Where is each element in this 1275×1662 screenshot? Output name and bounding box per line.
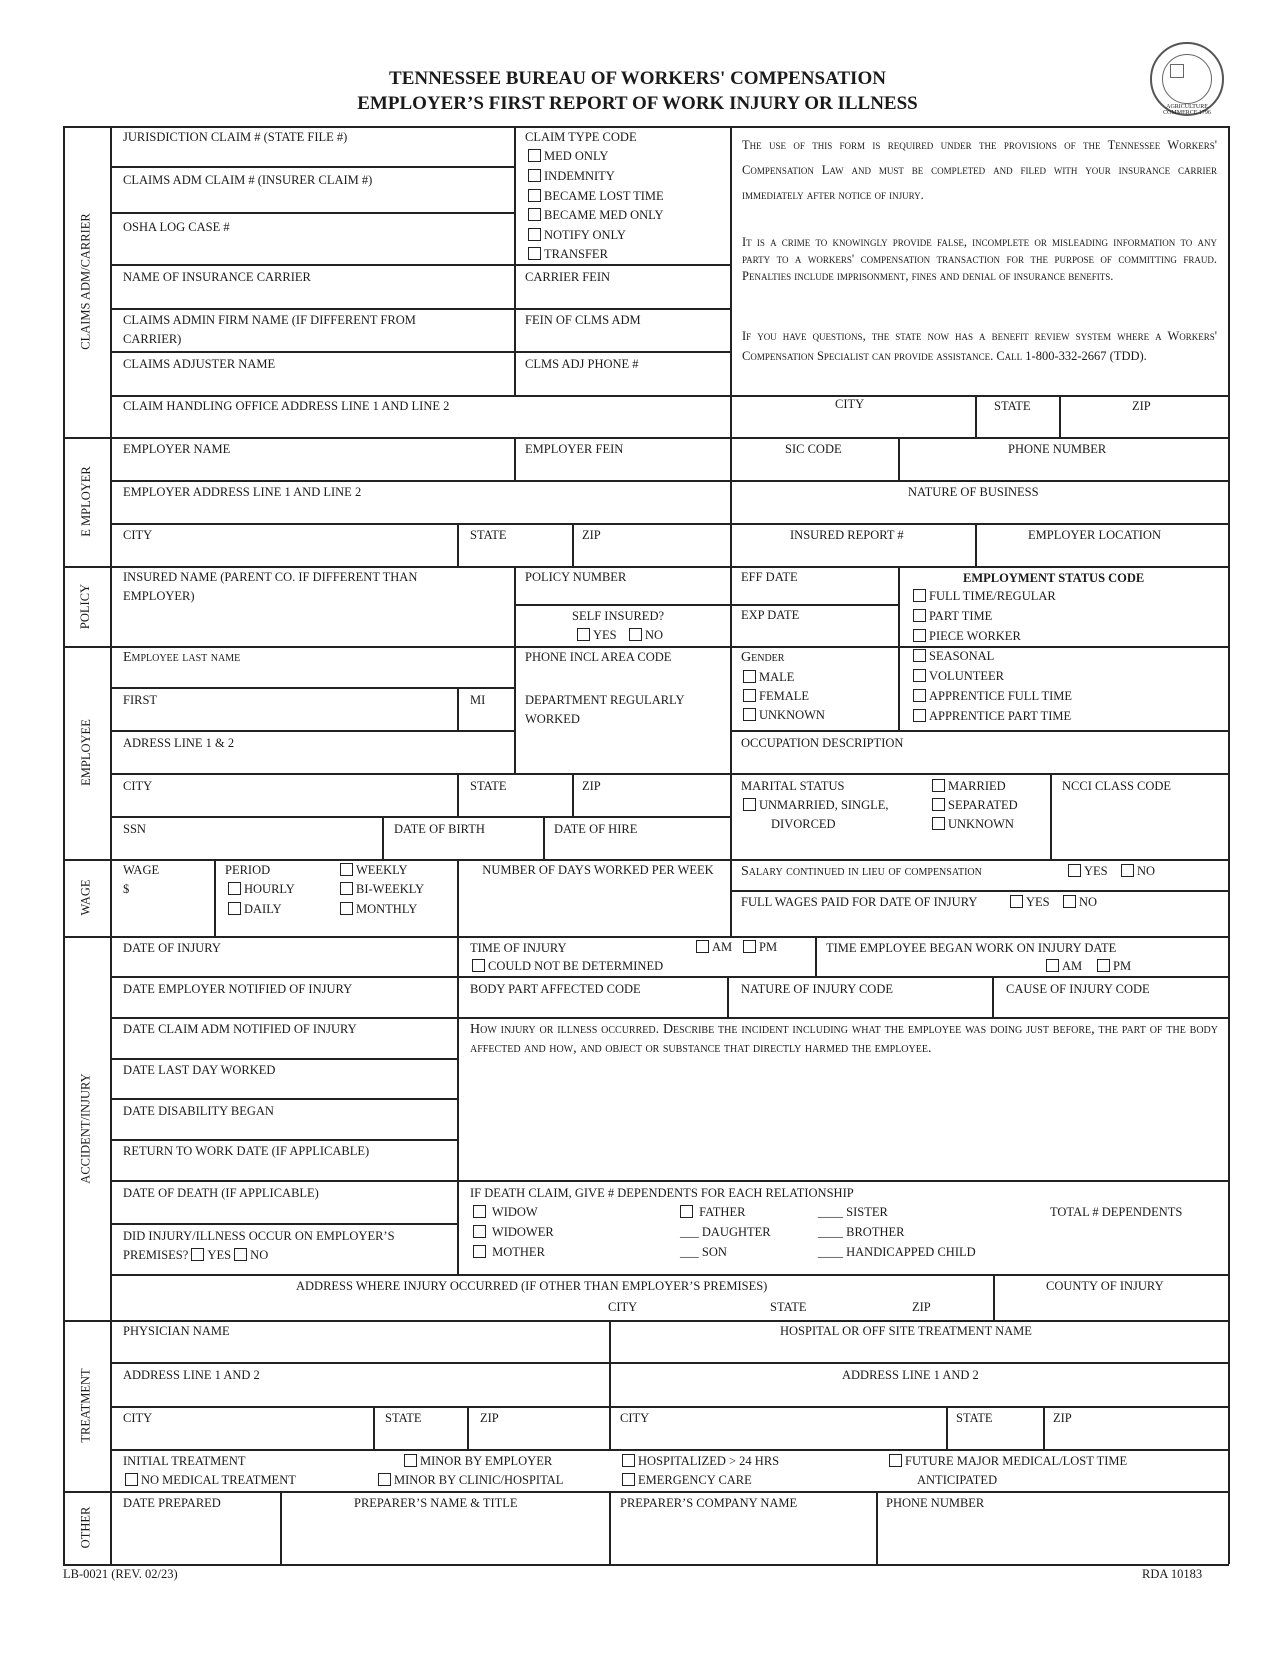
employee-phone-label: PHONE INCL AREA CODE <box>525 650 672 664</box>
salary-continued-label: Salary continued in lieu of compensation <box>741 864 982 879</box>
checkbox <box>528 169 541 182</box>
date-prepared-label: DATE PREPARED <box>123 1496 221 1510</box>
time-began-pm[interactable]: PM <box>1097 957 1131 976</box>
treatment-emergency[interactable]: EMERGENCY CARE <box>622 1471 752 1490</box>
treatment-minor-employer[interactable]: MINOR BY EMPLOYER <box>404 1452 552 1471</box>
state-seal: AGRICULTURE COMMERCE 1796 <box>1150 42 1224 116</box>
preparer-phone-label: PHONE NUMBER <box>886 1496 985 1510</box>
treatment-minor-clinic[interactable]: MINOR BY CLINIC/HOSPITAL <box>378 1471 563 1490</box>
employer-phone-label: PHONE NUMBER <box>1008 442 1107 456</box>
checkbox <box>528 149 541 162</box>
fein-clms-adm-label: FEIN OF CLMS ADM <box>525 313 641 327</box>
date-notified-label: DATE EMPLOYER NOTIFIED OF INJURY <box>123 982 353 996</box>
employer-state-label: STATE <box>470 528 507 542</box>
employer-address-label: EMPLOYER ADDRESS LINE 1 AND LINE 2 <box>123 485 362 499</box>
wage-label: WAGE <box>123 863 160 877</box>
hospital-zip-label: ZIP <box>1053 1411 1072 1425</box>
dep-handicapped: ____ HANDICAPPED CHILD <box>818 1245 976 1259</box>
claims-adm-claim-label: CLAIMS ADM CLAIM # (INSURER CLAIM #) <box>123 173 373 187</box>
checkbox <box>913 629 926 642</box>
eff-date-label: EFF DATE <box>741 570 798 584</box>
checkbox <box>743 670 756 683</box>
body-part-label: BODY PART AFFECTED CODE <box>470 982 641 996</box>
checkbox <box>743 708 756 721</box>
checkbox <box>340 863 353 876</box>
dep-mother[interactable]: MOTHER <box>473 1243 545 1262</box>
self-insured-no[interactable]: NO <box>629 626 663 645</box>
injury-address-label: ADDRESS WHERE INJURY OCCURRED (IF OTHER THAN EMPLOYER’S PREMISES) <box>296 1279 768 1293</box>
disability-label: DATE DISABILITY BEGAN <box>123 1104 274 1118</box>
marital-status-label: MARITAL STATUS <box>741 779 845 793</box>
employment-status-option[interactable]: FULL TIME/REGULAR <box>913 587 1056 606</box>
employment-status-option[interactable]: VOLUNTEER <box>913 667 1004 686</box>
checkbox <box>473 1205 486 1218</box>
osha-log-label: OSHA LOG CASE # <box>123 220 230 234</box>
employer-name-label: EMPLOYER NAME <box>123 442 231 456</box>
checkbox <box>473 1225 486 1238</box>
last-day-label: DATE LAST DAY WORKED <box>123 1063 276 1077</box>
claim-type-option[interactable]: BECAME LOST TIME <box>528 187 664 206</box>
claim-type-code-title: CLAIM TYPE CODE <box>525 130 637 144</box>
employment-status-title: EMPLOYMENT STATUS CODE <box>963 571 1145 585</box>
checkbox <box>577 628 590 641</box>
rda-number: RDA 10183 <box>1142 1567 1203 1581</box>
employer-city-label: CITY <box>123 528 153 542</box>
insured-report-label: INSURED REPORT # <box>790 528 904 542</box>
how-injury-label: How injury or illness occurred. Describe the incident including what the employee was doing just before, the part of the body affected and how, and object or substance that directly harmed the employee. <box>470 1022 1218 1056</box>
preparer-company-label: PREPARER’S COMPANY NAME <box>620 1496 798 1510</box>
form-title: TENNESSEE BUREAU OF WORKERS' COMPENSATION <box>389 68 886 89</box>
section-claims: CLAIMS ADM/CARRIER <box>78 213 93 350</box>
checkbox <box>622 1454 635 1467</box>
notice-questions: If you have questions, the state now has a benefit review system where a Workers' Compensation Specialist can provide assistance. Call 1-800-332-2667 (TDD). <box>742 329 1217 363</box>
occupation-label: OCCUPATION DESCRIPTION <box>741 736 904 750</box>
adjuster-name-label: CLAIMS ADJUSTER NAME <box>123 357 276 371</box>
rtw-label: RETURN TO WORK DATE (IF APPLICABLE) <box>123 1144 370 1158</box>
employment-status-option[interactable]: PART TIME <box>913 607 992 626</box>
time-injury-label: TIME OF INJURY <box>470 941 567 955</box>
checkbox <box>528 208 541 221</box>
checkbox <box>743 798 756 811</box>
checkbox <box>913 609 926 622</box>
period-hourly[interactable]: HOURLY <box>228 880 295 899</box>
period-label: PERIOD <box>225 863 271 877</box>
time-began-label: TIME EMPLOYEE BEGAN WORK ON INJURY DATE <box>826 941 1117 955</box>
checkbox <box>404 1454 417 1467</box>
checkbox <box>528 247 541 260</box>
checkbox <box>528 189 541 202</box>
checkbox <box>340 902 353 915</box>
checkbox <box>528 228 541 241</box>
dep-father[interactable]: FATHER <box>680 1203 745 1222</box>
physician-zip-label: ZIP <box>480 1411 499 1425</box>
checkbox <box>913 589 926 602</box>
period-daily[interactable]: DAILY <box>228 900 282 919</box>
salary-continued-no[interactable]: NO <box>1121 862 1155 881</box>
checkbox <box>228 882 241 895</box>
checkbox <box>125 1473 138 1486</box>
total-dependents-label: TOTAL # DEPENDENTS <box>1050 1205 1183 1219</box>
checkbox <box>932 798 945 811</box>
county-injury-label: COUNTY OF INJURY <box>1046 1279 1164 1293</box>
section-accident: ACCIDENT/INJURY <box>78 1072 93 1184</box>
policy-number-label: POLICY NUMBER <box>525 570 627 584</box>
doh-label: DATE OF HIRE <box>554 822 638 836</box>
date-injury-label: DATE OF INJURY <box>123 941 221 955</box>
checkbox <box>1097 959 1110 972</box>
ncci-class-label: NCCI CLASS CODE <box>1062 779 1172 793</box>
checkbox <box>378 1473 391 1486</box>
checkbox <box>622 1473 635 1486</box>
adj-phone-label: CLMS ADJ PHONE # <box>525 357 639 371</box>
insurance-carrier-label: NAME OF INSURANCE CARRIER <box>123 270 311 284</box>
marital-unknown[interactable]: UNKNOWN <box>932 815 1014 834</box>
hospital-state-label: STATE <box>956 1411 993 1425</box>
checkbox <box>1010 895 1023 908</box>
employer-zip-label: ZIP <box>582 528 601 542</box>
admin-firm-label: CLAIMS ADMIN FIRM NAME (IF DIFFERENT FROM CARRIER) <box>123 313 416 346</box>
marital-unmarried[interactable]: UNMARRIED, SINGLE, <box>743 796 889 815</box>
employer-fein-label: EMPLOYER FEIN <box>525 442 624 456</box>
checkbox <box>932 817 945 830</box>
claim-type-option[interactable]: NOTIFY ONLY <box>528 226 626 245</box>
checkbox <box>680 1205 693 1218</box>
employee-state-label: STATE <box>470 779 507 793</box>
period-biweekly[interactable]: BI-WEEKLY <box>340 880 424 899</box>
claim-type-option[interactable]: BECAME MED ONLY <box>528 206 664 225</box>
cause-injury-label: CAUSE OF INJURY CODE <box>1006 982 1150 996</box>
ssn-label: SSN <box>123 822 146 836</box>
wage-dollar: $ <box>123 882 130 896</box>
section-other: OTHER <box>78 1506 93 1549</box>
employment-status-option[interactable]: APPRENTICE FULL TIME <box>913 687 1072 706</box>
claims-state-label: STATE <box>994 399 1031 413</box>
treatment-anticipated-label: ANTICIPATED <box>917 1473 998 1487</box>
injury-city-label: CITY <box>608 1300 638 1314</box>
days-worked-label: NUMBER OF DAYS WORKED PER WEEK <box>482 863 714 877</box>
full-wages-label: FULL WAGES PAID FOR DATE OF INJURY <box>741 895 978 909</box>
period-monthly[interactable]: MONTHLY <box>340 900 417 919</box>
checkbox <box>913 709 926 722</box>
injury-state-label: STATE <box>770 1300 807 1314</box>
gender-label: Gender <box>741 650 785 665</box>
checkbox[interactable] <box>234 1248 247 1261</box>
insured-name-label: INSURED NAME (PARENT CO. IF DIFFERENT THAN EMPLOYER) <box>123 570 418 603</box>
claim-type-option[interactable]: TRANSFER <box>528 245 608 264</box>
department-label: DEPARTMENT REGULARLY WORKED <box>525 693 685 726</box>
date-claim-adm-label: DATE CLAIM ADM NOTIFIED OF INJURY <box>123 1022 357 1036</box>
checkbox <box>1068 864 1081 877</box>
hospital-address-label: ADDRESS LINE 1 AND 2 <box>842 1368 979 1382</box>
marital-divorced-label: DIVORCED <box>771 817 836 831</box>
section-employee: EMPLOYEE <box>78 719 93 786</box>
dob-label: DATE OF BIRTH <box>394 822 485 836</box>
employee-address-label: ADRESS LINE 1 & 2 <box>123 736 235 750</box>
full-wages-yes[interactable]: YES <box>1010 893 1050 912</box>
employee-city-label: CITY <box>123 779 153 793</box>
full-wages-no[interactable]: NO <box>1063 893 1097 912</box>
claims-city-label: CITY <box>835 397 865 411</box>
section-treatment: TREATMENT <box>78 1368 93 1443</box>
self-insured-label: SELF INSURED? <box>572 609 665 623</box>
dependents-label: IF DEATH CLAIM, GIVE # DEPENDENTS FOR EACH RELATIONSHIP <box>470 1186 854 1200</box>
dep-widow[interactable]: WIDOW <box>473 1203 538 1222</box>
physician-city-label: CITY <box>123 1411 153 1425</box>
notice-fraud: It is a crime to knowingly provide false, incomplete or misleading information to any party to a workers' compensation transaction for the purpose of committing fraud. Penalties include imprisonment, fines and denial of insurance benefits. <box>742 235 1217 283</box>
employee-zip-label: ZIP <box>582 779 601 793</box>
checkbox <box>889 1454 902 1467</box>
notice-required: The use of this form is required under the provisions of the Tennessee Workers' Compensation Law and must be completed and filed with your insurance carrier immediately after notice of injury. <box>742 138 1217 202</box>
claim-type-option[interactable]: INDEMNITY <box>528 167 615 186</box>
office-address-label: CLAIM HANDLING OFFICE ADDRESS LINE 1 AND LINE 2 <box>123 399 450 413</box>
gender-unknown[interactable]: UNKNOWN <box>743 706 825 725</box>
form-number: LB-0021 (REV. 02/23) <box>63 1567 178 1581</box>
employee-first-label: FIRST <box>123 693 158 707</box>
checkbox <box>629 628 642 641</box>
hospital-name-label: HOSPITAL OR OFF SITE TREATMENT NAME <box>780 1324 1032 1338</box>
self-insured-yes[interactable]: YES <box>577 626 617 645</box>
hospital-city-label: CITY <box>620 1411 650 1425</box>
premises-label: DID INJURY/ILLNESS OCCUR ON EMPLOYER’S PREMISES? YES NO <box>123 1229 395 1262</box>
gender-female[interactable]: FEMALE <box>743 687 809 706</box>
claims-zip-label: ZIP <box>1132 399 1151 413</box>
date-death-label: DATE OF DEATH (IF APPLICABLE) <box>123 1186 319 1200</box>
employer-location-label: EMPLOYER LOCATION <box>1028 528 1161 542</box>
checkbox <box>1046 959 1059 972</box>
checkbox <box>913 669 926 682</box>
checkbox <box>743 940 756 953</box>
section-employer: E MPLOYER <box>78 466 93 537</box>
dep-son: ___ SON <box>680 1245 727 1259</box>
checkbox <box>472 959 485 972</box>
checkbox <box>228 902 241 915</box>
employment-status-option[interactable]: PIECE WORKER <box>913 627 1021 646</box>
section-wage: WAGE <box>78 879 93 916</box>
checkbox <box>913 689 926 702</box>
checkbox <box>1121 864 1134 877</box>
nature-injury-label: NATURE OF INJURY CODE <box>741 982 893 996</box>
carrier-fein-label: CARRIER FEIN <box>525 270 611 284</box>
checkbox <box>913 649 926 662</box>
checkbox <box>473 1245 486 1258</box>
dep-brother: ____ BROTHER <box>818 1225 905 1239</box>
treatment-no-medical[interactable]: NO MEDICAL TREATMENT <box>125 1471 296 1490</box>
injury-zip-label: ZIP <box>912 1300 931 1314</box>
form-subtitle: EMPLOYER’S FIRST REPORT OF WORK INJURY OR ILLNESS <box>357 93 918 114</box>
sic-code-label: SIC CODE <box>785 442 842 456</box>
dep-sister: ____ SISTER <box>818 1205 888 1219</box>
physician-address-label: ADDRESS LINE 1 AND 2 <box>123 1368 260 1382</box>
checkbox <box>1063 895 1076 908</box>
not-determined[interactable]: COULD NOT BE DETERMINED <box>472 957 663 976</box>
checkbox[interactable] <box>191 1248 204 1261</box>
checkbox <box>696 940 709 953</box>
employee-last-name-label: Employee last name <box>123 650 241 665</box>
section-policy: POLICY <box>78 583 93 629</box>
exp-date-label: EXP DATE <box>741 608 800 622</box>
physician-name-label: PHYSICIAN NAME <box>123 1324 230 1338</box>
jurisdiction-claim-label: JURISDICTION CLAIM # (STATE FILE #) <box>123 130 348 144</box>
treatment-hospitalized[interactable]: HOSPITALIZED > 24 HRS <box>622 1452 779 1471</box>
time-injury-am[interactable]: AM <box>696 938 732 957</box>
checkbox <box>340 882 353 895</box>
dep-daughter: ___ DAUGHTER <box>680 1225 771 1239</box>
nature-business-label: NATURE OF BUSINESS <box>908 485 1039 499</box>
checkbox <box>743 689 756 702</box>
employment-status-option[interactable]: SEASONAL <box>913 647 994 666</box>
employee-mi-label: MI <box>470 693 486 707</box>
marital-married[interactable]: MARRIED <box>932 777 1006 796</box>
marital-separated[interactable]: SEPARATED <box>932 796 1018 815</box>
physician-state-label: STATE <box>385 1411 422 1425</box>
dep-widower[interactable]: WIDOWER <box>473 1223 554 1242</box>
treatment-future[interactable]: FUTURE MAJOR MEDICAL/LOST TIME <box>889 1452 1127 1471</box>
salary-continued-yes[interactable]: YES <box>1068 862 1108 881</box>
employment-status-option[interactable]: APPRENTICE PART TIME <box>913 707 1071 726</box>
time-began-am[interactable]: AM <box>1046 957 1082 976</box>
initial-treatment-label: INITIAL TREATMENT <box>123 1454 246 1468</box>
time-injury-pm[interactable]: PM <box>743 938 777 957</box>
period-weekly[interactable]: WEEKLY <box>340 861 408 880</box>
checkbox <box>932 779 945 792</box>
claim-type-option[interactable]: MED ONLY <box>528 147 608 166</box>
preparer-name-label: PREPARER’S NAME & TITLE <box>354 1496 518 1510</box>
gender-male[interactable]: MALE <box>743 668 794 687</box>
